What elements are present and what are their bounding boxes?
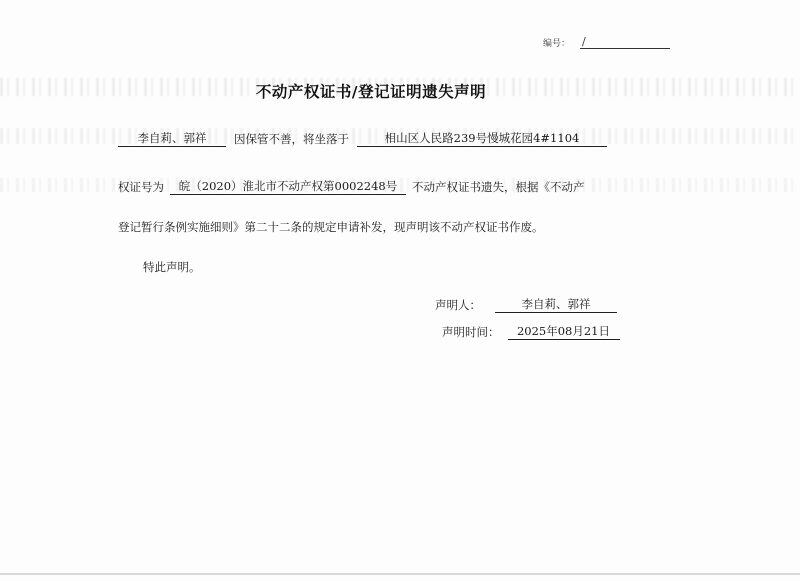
date-label: 声明时间：	[442, 325, 500, 339]
statement-line-3	[118, 219, 544, 235]
page-edge	[0, 573, 800, 575]
certificate-number-field: 皖（2020）淮北市不动产权第0002248号	[170, 178, 406, 195]
date-field: 2025年08月21日	[508, 323, 620, 340]
statement-line-4	[143, 259, 201, 275]
address-field: 相山区人民路239号慢城花园4#1104	[357, 130, 607, 147]
declarant-field: 李自莉、郭祥	[495, 296, 617, 313]
closing-text: 特此声明。	[143, 260, 201, 274]
declarant-row	[435, 296, 617, 313]
statement-text: 不动产权证书遗失，根据《不动产	[412, 180, 585, 194]
serial-number	[543, 36, 670, 49]
owners-field: 李自莉、郭祥	[118, 130, 226, 147]
statement-text: 因保管不善，将坐落于	[234, 132, 349, 146]
statement-line-1	[118, 130, 607, 147]
statement-text: 权证号为	[118, 180, 164, 194]
page-title: 不动产权证书/登记证明遗失声明	[255, 83, 487, 101]
date-row	[442, 323, 620, 340]
declarant-label: 声明人：	[435, 298, 481, 312]
statement-text: 登记暂行条例实施细则》第二十二条的规定申请补发，现声明该不动产权证书作废。	[118, 220, 544, 234]
serial-label: 编号：	[543, 39, 571, 49]
statement-line-2	[118, 178, 585, 195]
serial-value: /	[580, 36, 670, 49]
